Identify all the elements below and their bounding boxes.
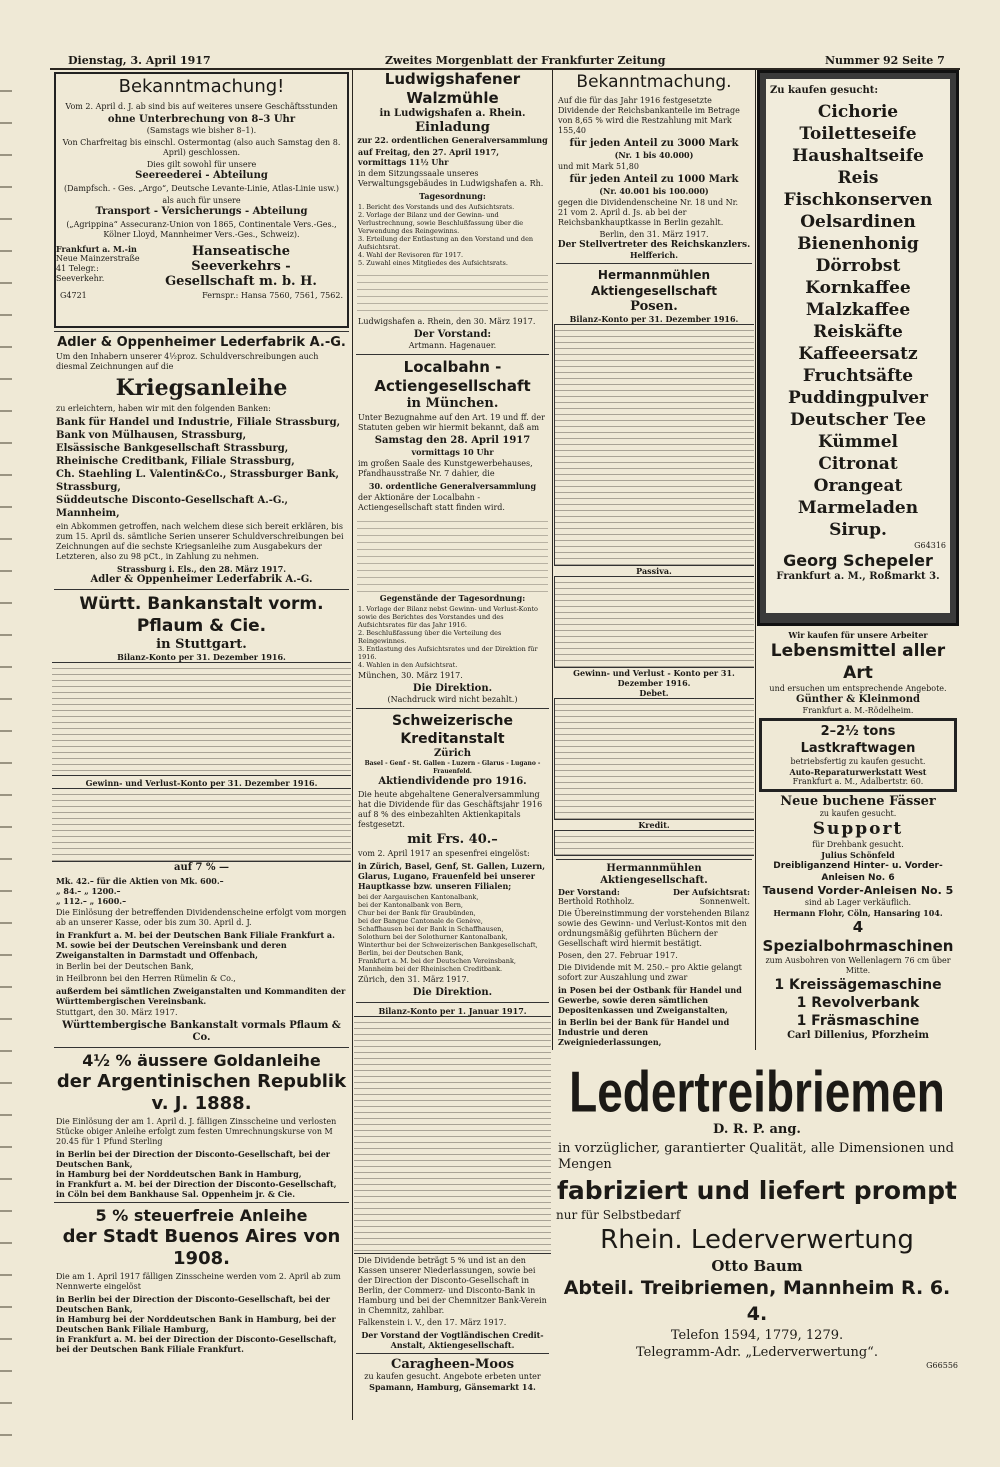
ad-text: Dies gilt sowohl für unsere: [146, 160, 257, 169]
argentine-list-item: in Cöln bei dem Bankhause Sal. Oppenheim jr. & Cie.: [56, 1189, 295, 1199]
schepeler-address: Frankfurt a. M., Roßmarkt 3.: [776, 571, 940, 582]
ad-text: („Agrippina“ Assecuranz-Union von 1865, Continentale Vers.-Ges., Kölner Lloyd, Mannheimer Vers.-Ges., Schweiz).: [66, 220, 337, 239]
lebensmittel-firm: Günther & Kleinmond: [795, 694, 921, 705]
bank-item: Süddeutsche Disconto-Gesellschaft A.-G., Mannheim,: [56, 495, 289, 519]
buenos-aires-list-item: in Berlin bei der Direction der Disconto-Gesellschaft, bei der Deutschen Bank,: [56, 1294, 331, 1314]
argentine-list-item: in Hamburg bei der Norddeutschen Bank in Hamburg,: [56, 1169, 302, 1179]
schepeler-heading: Zu kaufen gesucht:: [770, 85, 879, 96]
walzmuehle-date: auf Freitag, den 27. April 1917, vormittags 11½ Uhr: [358, 147, 500, 167]
agenda-item: 5. Zuwahl eines Mitgliedes des Aufsichtsrats.: [358, 259, 508, 267]
bank-item: Elsässische Bankgesellschaft Strassburg,: [56, 443, 289, 454]
bank-item: Schaffhausen bei der Bank in Schaffhausen,: [358, 925, 504, 933]
walzmuehle-place: in Ludwigshafen a. Rhein.: [379, 108, 526, 119]
item: Cichorie: [817, 102, 899, 122]
header-page-number: Nummer 92 Seite 7: [825, 54, 945, 67]
agenda-item: 1. Bericht des Vorstands und des Aufsichtsrats.: [358, 203, 515, 211]
wuerttemberg-text: in Berlin bei der Deutschen Bank,: [56, 962, 194, 971]
item: Kaffeeersatz: [798, 344, 918, 364]
hanseatic-ad: [54, 72, 349, 328]
bank-item: Berlin, bei der Deutschen Bank,: [358, 949, 464, 957]
item: Fischkonserven: [783, 190, 933, 210]
anleisen-text: sind ab Lager verkäuflich.: [804, 898, 912, 907]
ad-text: Transport - Versicherungs - Abteilung: [95, 206, 308, 217]
item: Citronat: [818, 454, 898, 474]
support-text: für Drehbank gesucht.: [812, 840, 904, 849]
item: Reis: [837, 168, 879, 188]
localbahn-time: vormittags 10 Uhr: [411, 447, 494, 457]
kredit-title: Kredit.: [638, 820, 670, 830]
column-4: [757, 70, 959, 1050]
lastkraftwagen-title: 2–2½ tons Lastkraftwagen: [800, 724, 916, 756]
kreditanstalt-dividend-title: Aktiendividende pro 1916.: [378, 776, 527, 787]
dividend-rows: [56, 876, 347, 906]
argentine-list-item: in Berlin bei der Direction der Disconto-Gesellschaft, bei der Deutschen Bank,: [56, 1149, 331, 1169]
adler-date: Strassburg i. Els., den 28. März 1917.: [116, 564, 287, 574]
ledertreibriemen-slogan: fabriziert und liefert prompt: [557, 1176, 957, 1205]
header-title: Zweites Morgenblatt der Frankfurter Zeitung: [385, 54, 666, 67]
dividend-row: „ 84.– „ 1200.–: [56, 886, 121, 896]
reichsbank-range-2: (Nr. 40.001 bis 100.000): [599, 186, 709, 196]
adler-intro: Um den Inhabern unserer 4½proz. Schuldverschreibungen auch diesmal Zeichnungen auf die: [56, 352, 319, 371]
kreditanstalt-signature: Die Direktion.: [412, 987, 493, 998]
hermannmuehlen-title: Hermannmühlen Aktiengesellschaft: [591, 268, 717, 298]
support-firm: Julius Schönfeld: [821, 850, 895, 860]
caragheen-address: Spamann, Hamburg, Gänsemarkt 14.: [369, 1382, 536, 1392]
ledertreibriemen-code: G66556: [926, 1361, 958, 1370]
bank-item: Solothurn bei der Solothurner Kantonalbank,: [358, 933, 508, 941]
walzmuehle-fine-print: [357, 269, 548, 315]
column-rule-2: [552, 70, 553, 1050]
item: Toiletteseife: [799, 124, 917, 144]
ledertreibriemen-phone: Telefon 1594, 1779, 1279.: [670, 1328, 844, 1343]
localbahn-note: (Nachdruck wird nicht bezahlt.): [387, 695, 518, 704]
ad-address: Neue Mainzerstraße 41 Telegr.: Seeverkehr.: [56, 254, 140, 283]
bank-item: Bank für Handel und Industrie, Filiale Strassburg,: [56, 417, 341, 428]
buenos-aires-title-1: 5 % steuerfreie Anleihe: [95, 1206, 308, 1225]
credit-text: Die Dividende beträgt 5 % und ist an den Kassen unserer Niederlassungen, sowie bei der Direction der Disconto-Gesellschaft in Berlin, der Commerz- und Disconto-Bank in Hamburg und bei der Chemnitzer Bank-Verein in Chemnitz, zahlbar.: [358, 1256, 547, 1315]
support-title: Support: [812, 819, 904, 839]
header-date: Dienstag, 3. April 1917: [68, 54, 211, 67]
ledertreibriemen-title: Ledertreibriemen: [569, 1058, 945, 1124]
buenos-aires-title-2: der Stadt Buenos Aires von 1908.: [62, 1226, 341, 1269]
ad-phone: Fernspr.: Hansa 7560, 7561, 7562.: [202, 291, 343, 300]
lebensmittel-intro: Wir kaufen für unsere Arbeiter: [788, 630, 928, 640]
buenos-aires-list-item: in Hamburg bei der Norddeutschen Bank in Hamburg, bei der Deutschen Bank Filiale Hamburg,: [56, 1314, 336, 1334]
agenda-item: 2. Beschlußfassung über die Verteilung des Reingewinnes.: [358, 629, 502, 645]
localbahn-assembly: 30. ordentliche Generalversammlung: [368, 481, 537, 491]
localbahn-agenda-title: Gegenstände der Tagesordnung:: [379, 593, 526, 603]
item: Malzkaffee: [805, 300, 911, 320]
lebensmittel-title: Lebensmittel aller Art: [770, 641, 946, 683]
ad-code: G4721: [60, 291, 87, 300]
ad-text: Vom 2. April d. J. ab sind bis auf weiteres unsere Geschäftsstunden: [65, 102, 338, 111]
hermannmuehlen-debit-table: [554, 698, 754, 820]
hermannmuehlen-liabilities-table: [554, 576, 754, 668]
reichsbank-share-2: für jeden Anteil zu 1000 Mark: [569, 174, 739, 185]
credit-balance-title: Bilanz-Konto per 1. Januar 1917.: [378, 1006, 527, 1016]
schepeler-ad: [757, 70, 959, 626]
ad-text: (Samstags wie bisher 8–1).: [146, 126, 257, 135]
reichsbank-text: und mit Mark 51,80: [558, 162, 639, 171]
kreditanstalt-branches: Basel - Genf - St. Gallen - Luzern - Glarus - Lugano - Frauenfeld.: [364, 760, 541, 775]
supervisory-label: Der Aufsichtsrat:: [673, 887, 750, 897]
debet-title: Debet.: [639, 688, 669, 698]
kreditanstalt-city: Zürich: [434, 748, 471, 759]
item: Haushaltseife: [792, 146, 924, 166]
hermannmuehlen-text: in Posen bei der Ostbank für Handel und Gewerbe, sowie deren sämtlichen Depositenkassen und Zweiganstalten,: [558, 985, 742, 1015]
hermannmuehlen-text: Die Übereinstimmung der vorstehenden Bilanz sowie des Gewinn- und Verlust-Kontos mit den ordnungsmäßig geführten Büchern der Gesellschaft wird hiermit bestätigt.: [558, 909, 750, 948]
adler-bank-list: [56, 416, 347, 520]
schepeler-firm: Georg Schepeler: [783, 551, 933, 570]
wuerttemberg-text: in Heilbronn bei den Herren Rümelin & Co.,: [56, 974, 236, 983]
buenos-aires-text: Die am 1. April 1917 fälligen Zinsscheine werden vom 2. April ab zum Nennwerte eingelöst: [56, 1272, 341, 1291]
faesser-title: Neue buchene Fässer: [780, 794, 936, 809]
adler-text: zu erleichtern, haben wir mit den folgenden Banken:: [56, 404, 271, 413]
ad-firm: Hanseatische Seeverkehrs - Gesellschaft m. b. H.: [165, 244, 317, 289]
bank-item: Winterthur bei der Schweizerischen Bankgesellschaft,: [358, 941, 538, 949]
walzmuehle-agenda-title: Tagesordnung:: [419, 191, 486, 201]
bank-item: Chur bei der Bank für Graubünden,: [358, 909, 476, 917]
argentine-title-1: 4½ % äussere Goldanleihe: [82, 1051, 321, 1070]
wuerttemberg-date: Stuttgart, den 30. März 1917.: [56, 1008, 178, 1017]
bank-item: Frankfurt a. M. bei der Deutschen Vereinsbank,: [358, 957, 516, 965]
buenos-aires-list: [56, 1294, 347, 1354]
credit-signature: Der Vorstand der Vogtländischen Credit-Anstalt, Aktiengesellschaft.: [361, 1330, 544, 1350]
walzmuehle-board: Der Vorstand:: [413, 329, 492, 340]
agenda-item: 3. Erteilung der Entlastung an den Vorstand und den Aufsichtsrat.: [358, 235, 534, 251]
localbahn-date: Samstag den 28. April 1917: [374, 435, 531, 446]
dividend-row: Mk. 42.– für die Aktien von Mk. 600.–: [56, 876, 224, 886]
credit-date: Falkenstein i. V., den 17. März 1917.: [358, 1318, 507, 1327]
kreditanstalt-text: vom 2. April 1917 an spesenfrei eingelöst:: [358, 849, 530, 858]
dividend-row: „ 112.– „ 1600.–: [56, 896, 127, 906]
kreditanstalt-text: in Zürich, Basel, Genf, St. Gallen, Luzern, Glarus, Lugano, Frauenfeld bei unserer Hauptkasse bzw. unseren Filialen;: [358, 861, 546, 891]
kreditanstalt-text: Die heute abgehaltene Generalversammlung hat die Dividende für das Geschäftsjahr 1916 auf 8 % des einbezahlten Aktienkapitals festgesetzt.: [358, 790, 543, 829]
agenda-item: 1. Vorlage der Bilanz nebst Gewinn- und Verlust-Konto sowie des Berichtes des Vorstandes und des Aufsichtsrates für das Jahr 1916.: [358, 605, 538, 629]
lastkraftwagen-box: [759, 718, 957, 792]
localbahn-place: in München.: [406, 396, 499, 411]
profit-loss-table: [52, 788, 351, 862]
item: Reiskäfte: [813, 322, 903, 342]
agenda-item: 4. Wahl der Revisoren für 1917.: [358, 251, 464, 259]
hermannmuehlen-date: Posen, den 27. Februar 1917.: [558, 951, 678, 960]
reichsbank-text: Auf die für das Jahr 1916 festgesetzte Dividende der Reichsbankanteile im Betrage von 8,65 % wird die Restzahlung mit Mark 155,40: [558, 96, 740, 135]
bank-item: bei der Banque Cantonale de Genève,: [358, 917, 483, 925]
kriegsanleihe-title: Kriegsanleihe: [115, 375, 288, 401]
kreditanstalt-date: Zürich, den 31. März 1917.: [358, 975, 470, 984]
item: Sirup.: [829, 520, 887, 540]
reichsbank-title: Bekanntmachung.: [576, 72, 732, 92]
item: Kümmel: [817, 432, 898, 452]
anleisen-firm: Hermann Flohr, Cöln, Hansaring 104.: [773, 908, 943, 918]
kreditanstalt-title: Schweizerische Kreditanstalt: [391, 713, 514, 747]
hermannmuehlen-text: Die Dividende mit M. 250.– pro Aktie gelangt sofort zur Auszahlung und zwar: [558, 963, 742, 982]
supervisory-name: Sonnenwelt.: [699, 897, 750, 906]
lastkraftwagen-address: Frankfurt a. M., Adalbertstr. 60.: [792, 777, 924, 786]
faesser-text: zu kaufen gesucht.: [819, 809, 897, 818]
hermannmuehlen-text: [558, 1049, 750, 1050]
column-2: [354, 70, 551, 1420]
walzmuehle-assembly: zur 22. ordentlichen Generalversammlung: [357, 135, 548, 145]
localbahn-agenda: [358, 605, 547, 669]
hermannmuehlen-city: Posen.: [630, 299, 678, 314]
item: Dörrobst: [815, 256, 901, 276]
abteil-treibriemen: Abteil. Treibriemen, Mannheim R. 6. 4.: [563, 1277, 951, 1325]
localbahn-text: Unter Bezugnahme auf den Art. 19 und ff. der Statuten geben wir hiermit bekannt, daß am: [358, 413, 545, 432]
adler-text: ein Abkommen getroffen, nach welchem diese sich bereit erklären, bis zum 15. April ds. sämtliche Serien unserer Schuldverschreibungen bei Zeichnungen auf die sechste Kriegsanleihe zum Ausgabekurs der Letzteren, also zu 98 pCt., in Zahlung zu nehmen.: [56, 522, 344, 561]
bank-item: bei der Kantonalbank von Bern,: [358, 901, 463, 909]
agenda-item: 2. Vorlage der Bilanz und der Gewinn- und Verlustrechnung, sowie Beschlußfassung über die Verwendung des Reingewinns.: [358, 211, 524, 235]
caragheen-title: Caragheen-Moos: [390, 1357, 515, 1372]
argentine-title-2: der Argentinischen Republik v. J. 1888.: [56, 1071, 347, 1114]
adler-title: Adler & Oppenheimer Lederfabrik A.-G.: [57, 335, 346, 350]
walzmuehle-agenda: [358, 203, 547, 267]
buenos-aires-list-item: in Frankfurt a. M. bei der Direction der Disconto-Gesellschaft, bei der Deutschen Bank Filiale Frankfurt.: [56, 1334, 337, 1354]
drp-label: D. R. P. ang.: [713, 1122, 801, 1137]
ledertreibriemen-ad: [556, 1055, 958, 1415]
wuerttemberg-text: in Frankfurt a. M. bei der Deutschen Bank Filiale Frankfurt a. M. sowie bei der Deutschen Vereinsbank und deren Zweiganstalten in Darmstadt und Offenbach,: [56, 930, 335, 960]
bohrmaschinen-text: zum Ausbohren von Wellenlagern 76 cm über Mitte.: [765, 956, 951, 975]
wuerttemberg-title: Württ. Bankanstalt vorm. Pflaum & Cie.: [79, 594, 324, 636]
walzmuehle-title: Ludwigshafener Walzmühle: [384, 70, 521, 107]
balance-sheet-title: Bilanz-Konto per 31. Dezember 1916.: [117, 652, 286, 662]
item: Deutscher Tee: [789, 410, 927, 430]
localbahn-title: Localbahn - Actiengesellschaft: [374, 358, 531, 395]
reichsbank-text: gegen die Dividendenscheine Nr. 18 und Nr. 21 vom 2. April d. Js. ab bei der Reichsbankhauptkasse in Berlin gezahlt.: [558, 198, 739, 227]
ad-text: (Dampfsch. - Ges. „Argo“, Deutsche Levante-Linie, Atlas-Linie usw.): [64, 184, 339, 193]
wuerttemberg-text: außerdem bei sämtlichen Zweiganstalten und Kommanditen der Württembergischen Vereinsbank.: [56, 986, 346, 1006]
hermannmuehlen-assets-table: [554, 324, 754, 566]
bank-item: Mannheim bei der Rheinischen Creditbank.: [358, 965, 503, 973]
kreditanstalt-amount: mit Frs. 40.–: [407, 832, 498, 847]
rhein-lederverwertung: Rhein. Lederverwertung: [600, 1225, 914, 1255]
column-3: [554, 70, 754, 1050]
walzmuehle-names: Artmann. Hagenauer.: [408, 341, 497, 350]
item: Bienenhonig: [797, 234, 919, 254]
localbahn-fine-print: [357, 515, 548, 593]
walzmuehle-date-line: Ludwigshafen a. Rhein, den 30. März 1917.: [358, 317, 536, 326]
left-margin-binding: [0, 60, 12, 1440]
hermannmuehlen-text: in Berlin bei der Bank für Handel und Industrie und deren Zweigniederlassungen,: [558, 1017, 730, 1047]
item: Oelsardinen: [800, 212, 916, 232]
dillenius-firm: Carl Dillenius, Pforzheim: [787, 1030, 929, 1041]
column-1: [52, 70, 351, 1420]
schepeler-code: G64316: [914, 541, 946, 550]
anleisen-title-1: Dreibliganzend Hinter- u. Vorder-Anleisen No. 6: [773, 861, 943, 883]
localbahn-date-line: München, 30. März 1917.: [358, 671, 463, 680]
ad-text: Von Charfreitag bis einschl. Ostermontag (also auch Samstag den 8. April) geschlossen.: [62, 138, 341, 157]
ledertreibriemen-quality: in vorzüglicher, garantierter Qualität, alle Dimensionen und Mengen: [558, 1141, 954, 1172]
adler-signature: Adler & Oppenheimer Lederfabrik A.-G.: [90, 574, 313, 585]
agenda-item: 3. Entlastung des Aufsichtsrates und der Direktion für 1916.: [358, 645, 538, 661]
reichsbank-share-1: für jeden Anteil zu 3000 Mark: [569, 138, 739, 149]
otto-baum: Otto Baum: [711, 1257, 803, 1275]
bank-item: Bank von Mülhausen, Strassburg,: [56, 430, 247, 441]
schepeler-items: [770, 101, 946, 541]
lastkraftwagen-text: betriebsfertig zu kaufen gesucht.: [790, 757, 926, 766]
ad-text: Seereederei - Abteilung: [135, 170, 268, 181]
bank-item: bei der Aargauischen Kantonalbank,: [358, 893, 479, 901]
bohrmaschinen-title: 4 Spezialbohrmaschinen: [762, 918, 954, 955]
lastkraftwagen-firm: Auto-Reparaturwerkstatt West: [789, 767, 927, 777]
board-label: Der Vorstand:: [558, 887, 620, 897]
revolverbank-title: 1 Revolverbank: [796, 995, 920, 1011]
item: Fruchtsäfte: [802, 366, 914, 386]
reichsbank-date: Berlin, den 31. März 1917.: [599, 230, 709, 239]
argentine-list-item: in Frankfurt a. M. bei der Direction der Disconto-Gesellschaft,: [56, 1179, 337, 1189]
column-rule-3: [755, 70, 756, 1050]
hermannmuehlen-footer-title: Hermannmühlen Aktiengesellschaft.: [600, 863, 708, 886]
reichsbank-range-1: (Nr. 1 bis 40.000): [614, 150, 694, 160]
item: Puddingpulver: [788, 388, 928, 408]
anleisen-title-2: Tausend Vorder-Anleisen No. 5: [762, 884, 954, 897]
argentine-text: Die Einlösung der am 1. April d. J. fälligen Zinsscheine und verlosten Stücke obiger Anleihe erfolgt zum festen Umrechnungskurse von M 20.45 für 1 Pfund Sterling: [56, 1117, 337, 1146]
argentine-list: [56, 1149, 347, 1199]
ad-hours: ohne Unterbrechung von 8–3 Uhr: [107, 114, 296, 125]
localbahn-text: der Aktionäre der Localbahn - Actiengesellschaft statt finden wird.: [358, 493, 505, 512]
dividend-rate: auf 7 % —: [174, 862, 229, 873]
hermannmuehlen-pl-title: Gewinn- und Verlust - Konto per 31. Dezember 1916.: [573, 668, 735, 688]
fraesmaschine-title: 1 Fräsmaschine: [796, 1013, 920, 1029]
balance-sheet-table: [52, 662, 351, 776]
hermannmuehlen-credit-table: [554, 830, 754, 856]
lebensmittel-text: und ersuchen um entsprechende Angebote.: [769, 684, 947, 693]
wuerttemberg-text: Die Einlösung der betreffenden Dividendenscheine erfolgt vom morgen ab an unserer Kasse, oder bis zum 30. April d. J.: [56, 908, 347, 927]
kreditanstalt-bank-list: [358, 893, 547, 973]
kreissaege-title: 1 Kreissägemaschine: [774, 977, 942, 993]
ledertreibriemen-note: nur für Selbstbedarf: [556, 1208, 681, 1222]
wuerttemberg-subtitle: in Stuttgart.: [156, 637, 247, 652]
caragheen-text: zu kaufen gesucht. Angebote erbeten unter: [364, 1372, 541, 1381]
lebensmittel-address: Frankfurt a. M.-Rödelheim.: [802, 706, 914, 715]
reichsbank-name: Helfferich.: [629, 250, 679, 260]
credit-balance-table: [354, 1016, 551, 1254]
board-name: Berthold Rothholz.: [558, 897, 635, 906]
item: Orangeat: [813, 476, 903, 496]
profit-loss-title: Gewinn- und Verlust-Konto per 31. Dezember 1916.: [85, 778, 318, 788]
walzmuehle-text: in dem Sitzungssaale unseres Verwaltungsgebäudes in Ludwigshafen a. Rh.: [358, 169, 544, 188]
ad-text: als auch für unsere: [162, 196, 241, 205]
hermannmuehlen-balance-title: Bilanz-Konto per 31. Dezember 1916.: [569, 314, 739, 324]
passiva-title: Passiva.: [636, 566, 672, 576]
ad-title: Bekanntmachung!: [118, 76, 285, 97]
walzmuehle-invitation: Einladung: [415, 120, 490, 135]
item: Kornkaffee: [805, 278, 911, 298]
column-rule-1: [352, 70, 353, 1420]
item: Marmeladen: [797, 498, 919, 518]
wuerttemberg-signature: Württembergische Bankanstalt vormals Pflaum & Co.: [62, 1020, 341, 1043]
localbahn-text: im großen Saale des Kunstgewerbehauses, Pfandhausstraße Nr. 7 dahier, die: [358, 459, 533, 478]
localbahn-signature: Die Direktion.: [412, 683, 493, 694]
bank-item: Ch. Staehling L. Valentin&Co., Strassburger Bank, Strassburg,: [56, 469, 339, 493]
ledertreibriemen-telegram: Telegramm-Adr. „Lederverwertung“.: [636, 1345, 878, 1360]
bank-item: Rheinische Creditbank, Filiale Strassburg,: [56, 456, 295, 467]
reichsbank-signature: Der Stellvertreter des Reichskanzlers.: [557, 240, 751, 250]
ad-place: Frankfurt a. M.-in: [56, 244, 137, 254]
agenda-item: 4. Wahlen in den Aufsichtsrat.: [358, 661, 458, 669]
